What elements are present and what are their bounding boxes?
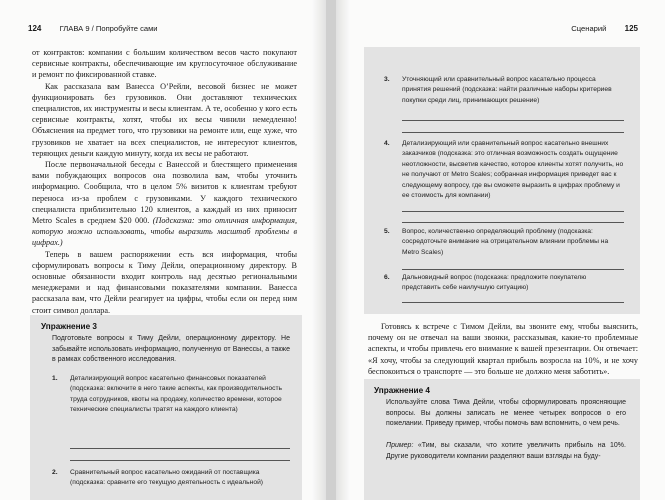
- exercise-3-box: [30, 315, 302, 500]
- exercise-4-intro: Используйте слова Тима Дейли, чтобы сформулировать проясняющие вопросы. Вы должны записать не менее четырех вопросов о его пожелании. Приведу пример, чтобы помочь вам вспомнить, о чем речь.: [386, 399, 626, 428]
- book-gutter: [326, 0, 336, 500]
- question-number: 3.: [384, 76, 390, 83]
- exercise-question-4: [384, 139, 624, 215]
- paragraph: [32, 159, 297, 249]
- right-page: [336, 0, 665, 500]
- page-number-right: 125: [624, 24, 638, 33]
- hint-text: (Подсказка: это отличная информация, которую можно использовать, чтобы выразить масштаб проблемы в цифрах.): [32, 216, 297, 248]
- exercise-question-2: [52, 468, 292, 492]
- question-text: Сравнительный вопрос касательно ожиданий от поставщика (подсказка: сравните его текущую деятельность с идеальной): [70, 469, 264, 487]
- question-text: Вопрос, количественно определяющий проблему (подсказка: сосредоточьте внимание на отрицательном влиянии проблемы на Metro Scales): [402, 228, 609, 256]
- left-page: [0, 0, 326, 500]
- exercise-4-title: Упражнение 4: [374, 386, 430, 395]
- question-number: 5.: [384, 228, 390, 235]
- exercise-4-example: [386, 441, 626, 462]
- chapter-title: ГЛАВА 9 / Попробуйте сами: [59, 24, 158, 33]
- answer-line: [402, 132, 624, 133]
- answer-line: [402, 302, 624, 303]
- right-body-text: [368, 321, 638, 377]
- answer-line: [70, 448, 290, 449]
- exercise-question-1: [52, 374, 292, 434]
- exercise-3-intro: Подготовьте вопросы к Тиму Дейли, операционному директору. Не забывайте использовать информацию, полученную от Ванессы, а также в рамках собственного исследования.: [52, 335, 290, 364]
- question-number: 6.: [384, 274, 390, 281]
- question-text: Уточняющий или сравнительный вопрос касательно процесса принятия решений (подсказка: найти различные наборы критериев покупки среди лиц, принимающих решение): [402, 76, 612, 104]
- running-head-left: [28, 24, 158, 33]
- question-text: Дальновидный вопрос (подсказка: предложите покупателю представить себе наилучшую ситуацию): [402, 274, 587, 292]
- paragraph: от контрактов: компании с большим количеством весов часто покупают сервисные контракты, обеспечивающие им круглосуточное обслуживание и ремонт по фиксированной ставке.: [32, 48, 297, 80]
- section-title: Сценарий: [571, 24, 607, 33]
- question-number: 2.: [52, 469, 58, 476]
- exercise-question-3: [384, 75, 624, 109]
- page-number-left: 124: [28, 24, 42, 33]
- answer-line: [402, 211, 624, 212]
- question-text: Детализирующий вопрос касательно финансовых показателей (подсказка: включите в него такие аспекты, как производительность труда сотрудников, квоты на продажу, количество времени, которое технические специалисты тратят на каждого клиента): [70, 375, 282, 414]
- paragraph: Готовясь к встрече с Тимом Дейли, вы звоните ему, чтобы выяснить, почему он не отвечал на ваши звонки, рассказывая, какие-то проблемные аспекты, и чтобы привлечь его внимание к вашей презентации. Он отвечает: «Я хочу, чтобы за следующий квартал прибыль возросла на 10%, и не хочу беспокоиться о транспорте — это больше не должно меня заботить».: [368, 322, 638, 376]
- question-number: 4.: [384, 140, 390, 147]
- answer-line: [70, 460, 290, 461]
- exercise-4-box: [364, 379, 640, 500]
- paragraph-text: После первоначальной беседы с Ванессой и блестящего применения вами побуждающих вопросов она позволила вам, чтобы уточнить информацию. Сообщила, что в целом 5% визитов к клиентам требуют переноса из-за проблем с грузовиками. У каждого технического специалиста приблизительно 120 клиентов, а каждый из них приносит Metro Scales в среднем $20 000.: [32, 160, 297, 226]
- question-number: 1.: [52, 375, 58, 382]
- exercise-3-title: Упражнение 3: [41, 322, 97, 331]
- paragraph: Теперь в вашем распоряжении есть вся информация, чтобы сформулировать вопросы к Тиму Дейли, операционному директору. В основные обязанности входит контроль над десятью региональными менеджерами и над финансовыми показателями компании. Ванесса рассказала вам, что Дейли реагирует на цифры, чтобы если он перед ним стоит символ доллара.: [32, 249, 297, 315]
- running-head-right: [571, 24, 638, 33]
- exercise-3-continued-box: [364, 47, 640, 314]
- answer-line: [402, 120, 624, 121]
- example-text: «Тим, вы сказали, что хотите увеличить прибыль на 10%. Другие руководители компании разделяют ваши взгляды на буду-: [386, 442, 626, 460]
- answer-line: [402, 269, 624, 270]
- left-body-text: [32, 47, 297, 316]
- example-label: Пример:: [386, 442, 414, 449]
- answer-line: [402, 222, 624, 223]
- paragraph: Как рассказала вам Ванесса О’Рейли, весовой бизнес не может функционировать без грузовиков. Они доставляют технических специалистов, их инструменты и весы клиентам. А те, особенно у кого есть сервисные контракты, хотят, чтобы их весы чинили немедленно! Объяснения на предмет того, что грузовики на ремонте или, еще хуже, что грузовиков не хватает на всех специалистов, не интересуют клиентов, теряющих деньги каждую минуту, когда их весы не работают.: [32, 81, 297, 158]
- exercise-question-5: [384, 227, 624, 259]
- question-text: Детализирующий или сравнительный вопрос касательно внешних заказчиков (подсказка: это отличная возможность создать ощущение неотложности, высветив качество, которое клиенты хотят получить, но не получают от Metro Scales; собранная информация приведет вас к следующему вопросу, где вы сможете выразить в цифрах проблему и ее стоимость для компании): [402, 140, 624, 200]
- exercise-question-6: [384, 273, 624, 295]
